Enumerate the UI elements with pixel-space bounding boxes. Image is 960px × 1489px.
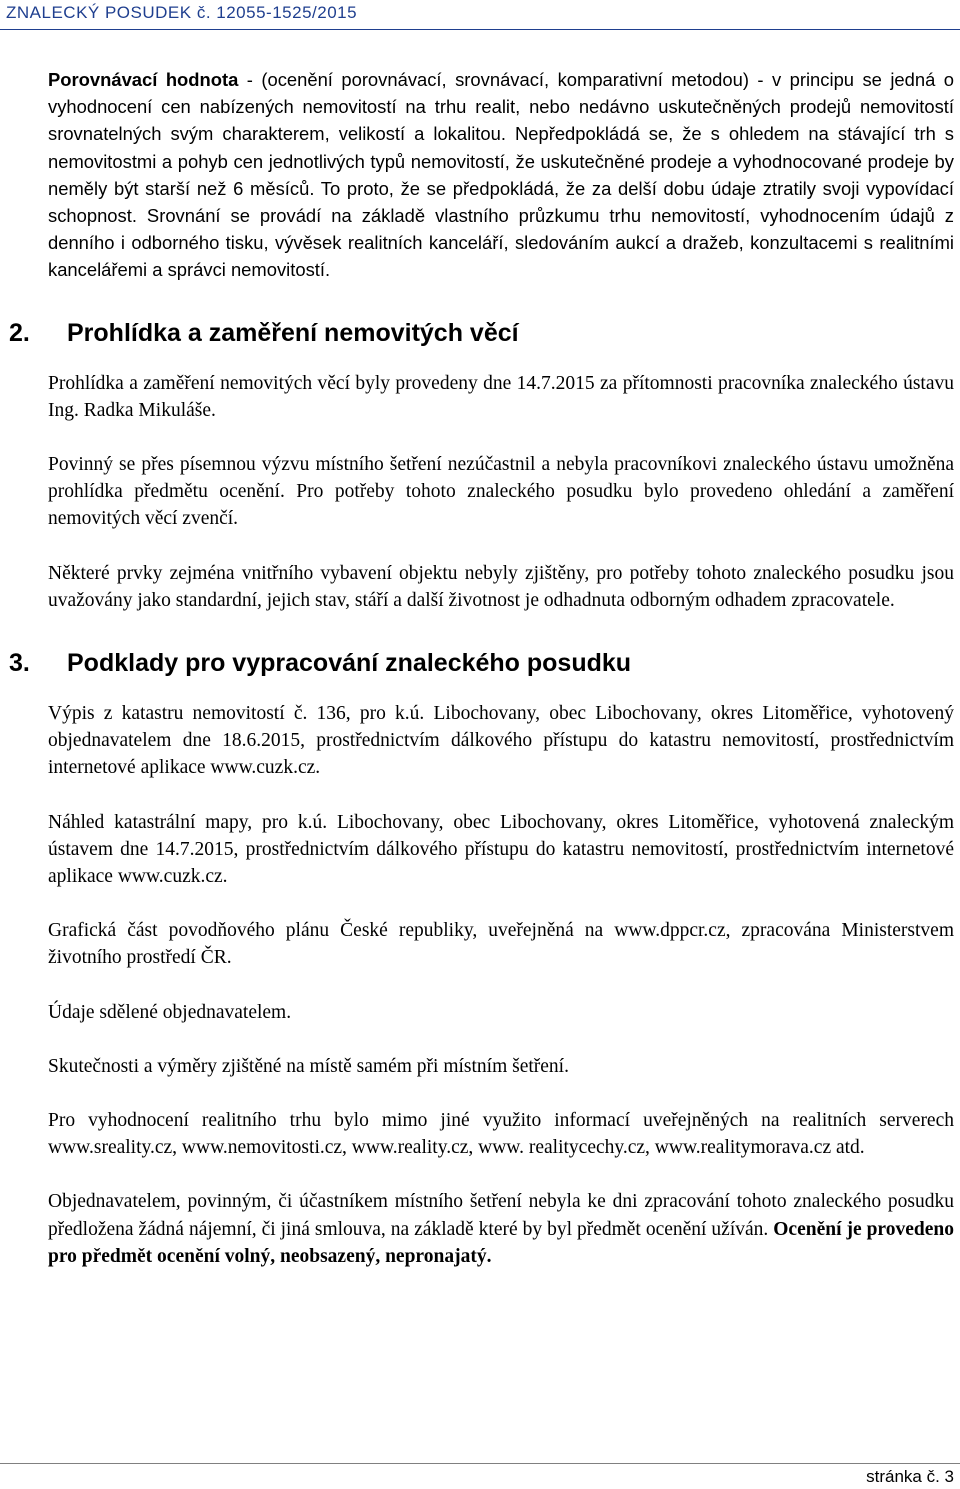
final-paragraph-text: Objednavatelem, povinným, či účastníkem místního šetření nebyla ke dni zpracování tohoto znaleckého posudku předložena žádná nájemní, či jiná smlouva, na základě které by byl předmět ocenění užíván.: [48, 1191, 954, 1240]
page-number: stránka č. 3: [866, 1467, 954, 1486]
header-divider: [0, 29, 960, 30]
source-item-6: Pro vyhodnocení realitního trhu bylo mimo jiné využito informací uveřejněných na realitních serverech www.sreality.cz, www.nemovitosti.cz, www.reality.cz, www. realitycechy.cz, www.realitymorava.cz atd.: [48, 1110, 954, 1159]
source-item-2: Náhled katastrální mapy, pro k.ú. Libochovany, obec Libochovany, okres Litoměřice, vyhotovená znaleckým ústavem dne 14.7.2015, prostřednictvím dálkového přístupu do katastru nemovitostí, prostřednictvím internetové aplikace www.cuzk.cz.: [48, 811, 954, 888]
final-paragraph-bold: Ocenění je provedeno pro předmět ocenění volný, neobsazený, nepronajatý.: [48, 1218, 954, 1267]
section-2-paragraph-1: Prohlídka a zaměření nemovitých věcí byly provedeny dne 14.7.2015 za přítomnosti pracovníka znaleckého ústavu Ing. Radka Mikuláše.: [48, 372, 954, 421]
intro-term: Porovnávací hodnota: [48, 69, 239, 90]
section-2-paragraph-2: Povinný se přes písemnou výzvu místního šetření nezúčastnil a nebyla pracovníkovi znaleckého ústavu umožněna prohlídka předmětu ocenění. Pro potřeby tohoto znaleckého posudku bylo provedeno ohledání a zaměření nemovitých věcí zvenčí.: [48, 454, 954, 530]
section-2-number: 2.: [9, 318, 30, 347]
footer-divider: [0, 1463, 960, 1464]
section-3-heading: [9, 648, 954, 678]
section-3-final-paragraph: [48, 1188, 954, 1270]
section-2-title: Prohlídka a zaměření nemovitých věcí: [67, 318, 519, 347]
source-item-5: Skutečnosti a výměry zjištěné na místě samém při místním šetření.: [48, 1055, 569, 1077]
section-2-paragraph-3: Některé prvky zejména vnitřního vybavení objektu nebyly zjištěny, pro potřeby tohoto znaleckého posudku jsou uvažovány jako standardní, jejich stav, stáří a další životnost je odhadnuta odborným odhadem zpracovatele.: [48, 562, 954, 611]
intro-paragraph: [48, 66, 954, 284]
intro-definition: - (ocenění porovnávací, srovnávací, komparativní metodou) - v principu se jedná o vyhodnocení cen nabízených nemovitostí na trhu realit, nebo nedávno uskutečněných prodejů nemovitostí srovnatelných svým charakterem, velikostí a lokalitou. Nepředpokládá se, že s ohledem na stávající trh s nemovitostmi a pohyb cen jednotlivých typů nemovitostí, že uskutečněné prodeje a vyhodnocované prodeje by neměly být starší než 6 měsíců. To proto, že se předpokládá, že za delší dobu údaje ztratily svoji vypovídací schopnost. Srovnání se provádí na základě vlastního průzkumu trhu nemovitostí, vyhodnocením údajů z denního i odborného tisku, vývěsek realitních kanceláří, sledováním aukcí a dražeb, konzultacemi s realitními kancelářemi a správci nemovitostí.: [48, 69, 954, 281]
source-item-1: Výpis z katastru nemovitostí č. 136, pro k.ú. Libochovany, obec Libochovany, okres Litoměřice, vyhotovený objednavatelem dne 18.6.2015, prostřednictvím dálkového přístupu do katastru nemovitostí, prostřednictvím internetové aplikace www.cuzk.cz.: [48, 703, 954, 779]
document-header-title: ZNALECKÝ POSUDEK č. 12055-1525/2015: [6, 3, 358, 22]
section-3-number: 3.: [9, 649, 30, 678]
source-item-4: Údaje sdělené objednavatelem.: [48, 1001, 292, 1023]
section-3-title: Podklady pro vypracování znaleckého posudku: [67, 649, 632, 678]
source-item-3: Grafická část povodňového plánu České republiky, uveřejněná na www.dppcr.cz, zpracována Ministerstvem životního prostředí ČR.: [48, 920, 954, 969]
section-2-heading: [9, 318, 954, 348]
document-body: [9, 66, 954, 1270]
